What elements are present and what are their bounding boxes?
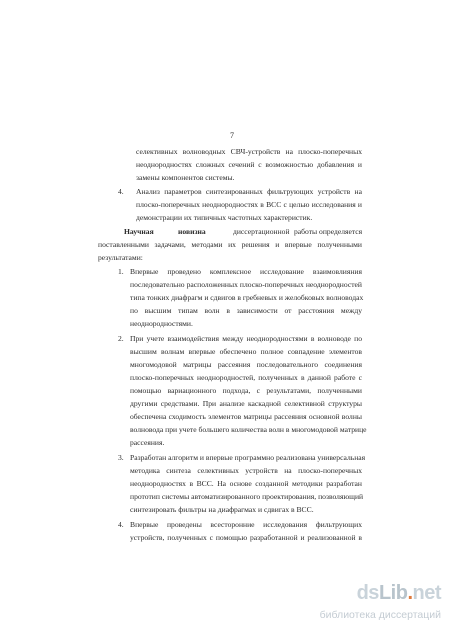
dslib-logo: dsLib.net [356,582,441,604]
text-line: неоднородностями. [130,319,193,328]
text-line: плоско-поперечных неоднородностей, полученных в данной работе с [130,373,362,382]
list-number: 4. [118,187,124,196]
text-line: работы определяется [294,227,363,236]
text-line: демонстрации их типичных частотных характеристик. [136,213,313,222]
text-line: многомодовой матрицы рассеяния последовательного соединения [130,360,362,369]
text-line: обеспечена сходимость элементов матрицы рассеяния основной волны [130,412,362,421]
text-line: другими средствами. При анализе каскадной селективной структуры [130,399,362,408]
list-number: 2. [118,334,124,343]
text-line: по высшим типам волн в зависимости от расстояния между [130,306,362,315]
text-line: Анализ параметров синтезированных фильтрующих устройств на [136,187,362,196]
text-line: прототип системы автоматизированного проектирования, позволяющий [130,492,364,501]
text-line: неоднородностях сложных сечений с возможностью добавления и [136,160,362,169]
text-line: высшим волнам впервые обеспечено полное совпадение элементов [130,347,362,356]
text-line: поставленными задачами, методами их решения и впервые полученными [98,240,362,249]
text-line: замены компонентов системы. [136,173,235,182]
text-line: Впервые проведены всесторонние исследования фильтрующих [130,520,362,529]
watermark-subtitle: библиотека диссертаций [319,609,441,621]
text-line: устройств, полученных с помощью разработанной и реализованной в [130,533,362,542]
page-number: 7 [230,131,234,140]
text-line: селективных волноводных СВЧ-устройств на плоско-поперечных [136,147,362,156]
text-line: плоско-поперечных неоднородностях в ВСС с целью исследования и [136,200,362,209]
text-line: помощью вариационного подхода, с результатами, полученными [130,386,362,395]
text-line: неоднородностях в ВСС. На основе созданной методики разработан [130,479,362,488]
text-line: последовательно расположенных плоско-поперечных неоднородностей [130,280,362,289]
text-line: Впервые проведено комплексное исследование взаимовлияния [130,267,362,276]
novelty-word-2: новизна [178,227,206,236]
text-line: методика синтеза селективных устройств на плоско-поперечных [130,466,362,475]
list-number: 4. [118,520,124,529]
text-line: результатами: [98,253,143,262]
text-line: рассеяния. [130,438,165,447]
text-line: Разработан алгоритм и впервые программно реализована универсальная [130,453,366,462]
list-number: 1. [118,267,124,276]
text-line: синтезировать фильтры на диафрагмах и сдвигах в ВСС. [130,505,314,514]
list-number: 3. [118,453,124,462]
novelty-word-1: Научная [124,227,154,236]
dslib-watermark [295,582,447,626]
text-line: типа тонких диафрагм и сдвигов в гребневых и желобковых волноводах [130,293,364,302]
text-line: волновода при учете большего количества волн в многомодовой матрице [130,425,367,434]
novelty-word-3: диссертационной [233,227,290,236]
text-line: При учете взаимодействия между неоднородностями в волноводе по [130,334,362,343]
